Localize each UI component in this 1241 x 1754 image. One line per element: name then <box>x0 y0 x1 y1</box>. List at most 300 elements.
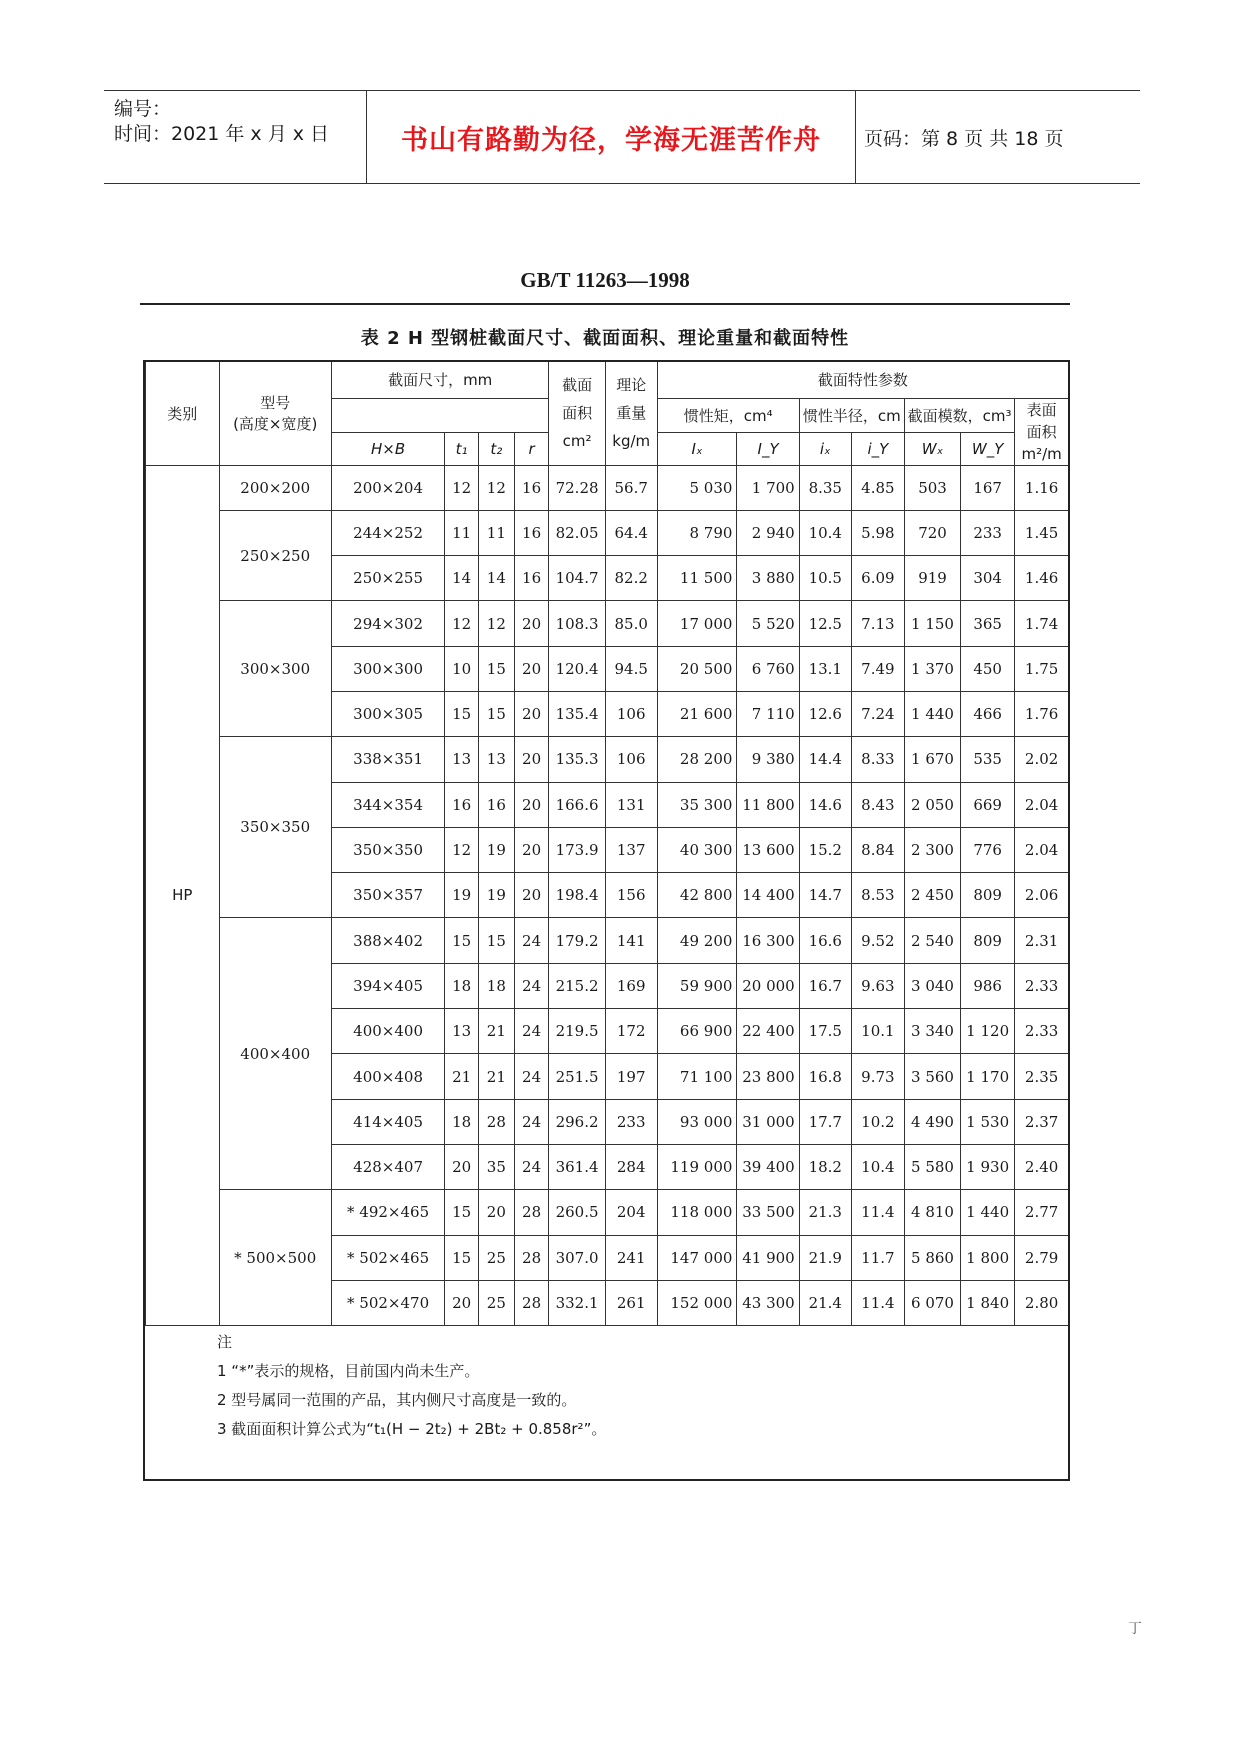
table-cell: 167 <box>961 465 1015 510</box>
table-cell: 11.4 <box>851 1190 904 1235</box>
page-label-cell <box>864 91 1140 183</box>
table-cell: * 492×465 <box>331 1190 444 1235</box>
table-cell: 809 <box>961 873 1015 918</box>
header-model <box>219 362 331 465</box>
table-cell: 20 <box>514 601 549 646</box>
table-cell: 137 <box>605 827 657 872</box>
table-cell: 17.5 <box>799 1009 851 1054</box>
category-cell: HP <box>146 465 220 1326</box>
header-category: 类别 <box>146 362 220 465</box>
table-cell: 23 800 <box>737 1054 799 1099</box>
table-cell: 21 <box>445 1054 479 1099</box>
table-cell: 156 <box>605 873 657 918</box>
header-meta <box>104 91 366 183</box>
table-cell: 24 <box>514 1144 549 1189</box>
table-cell: 8 790 <box>657 510 737 555</box>
model-cell: 200×200 <box>219 465 331 510</box>
table-cell: 11 800 <box>737 782 799 827</box>
note-item: 3 截面面积计算公式为“t₁(H − 2t₂) + 2Bt₂ + 0.858r²”。 <box>217 1420 607 1438</box>
table-cell: 104.7 <box>549 556 605 601</box>
table-cell: 28 <box>514 1280 549 1325</box>
table-cell: 5 520 <box>737 601 799 646</box>
table-cell: 350×357 <box>331 873 444 918</box>
header-radius: 惯性半径，cm <box>799 398 904 432</box>
table-cell: 135.4 <box>549 691 605 736</box>
table-cell: 14.7 <box>799 873 851 918</box>
table-cell: 131 <box>605 782 657 827</box>
table-cell: 19 <box>478 827 514 872</box>
table-cell: 9.63 <box>851 963 904 1008</box>
table-cell: 28 <box>514 1235 549 1280</box>
time-label: 时间：2021 年 x 月 x 日 <box>114 123 330 145</box>
table-cell: 1.46 <box>1015 556 1068 601</box>
table-cell: 1 150 <box>904 601 960 646</box>
table-cell: 388×402 <box>331 918 444 963</box>
header-model-sub: (高度×宽度) <box>233 415 318 434</box>
table-cell: 20 <box>478 1190 514 1235</box>
table-cell: 284 <box>605 1144 657 1189</box>
table-cell: 11.4 <box>851 1280 904 1325</box>
table-cell: 720 <box>904 510 960 555</box>
table-cell: 7 110 <box>737 691 799 736</box>
table-cell: 5 580 <box>904 1144 960 1189</box>
table-cell: 72.28 <box>549 465 605 510</box>
table-cell: 197 <box>605 1054 657 1099</box>
table-cell: 2 940 <box>737 510 799 555</box>
table-cell: 14 <box>478 556 514 601</box>
note-item: 1 “*”表示的规格，目前国内尚未生产。 <box>217 1362 480 1380</box>
table-cell: 28 <box>478 1099 514 1144</box>
table-cell: 233 <box>961 510 1015 555</box>
table-cell: 141 <box>605 918 657 963</box>
table-cell: 11.7 <box>851 1235 904 1280</box>
header-section-props: 截面特性参数 <box>657 362 1068 398</box>
table-cell: 66 900 <box>657 1009 737 1054</box>
header-ix: Iₓ <box>657 432 737 465</box>
table-cell: 18 <box>445 1099 479 1144</box>
model-cell: 300×300 <box>219 601 331 737</box>
motto-cell <box>366 91 856 183</box>
table-cell: 8.33 <box>851 737 904 782</box>
table-row <box>146 737 1069 782</box>
table-cell: 7.24 <box>851 691 904 736</box>
standard-code: GB/T 11263—1998 <box>520 268 690 292</box>
table-cell: 25 <box>478 1235 514 1280</box>
table-cell: 204 <box>605 1190 657 1235</box>
table-cell: 2.31 <box>1015 918 1068 963</box>
data-table <box>145 362 1068 1326</box>
table-cell: 1.16 <box>1015 465 1068 510</box>
table-cell: 9 380 <box>737 737 799 782</box>
model-cell: 250×250 <box>219 510 331 601</box>
table-cell: 215.2 <box>549 963 605 1008</box>
table-cell: 2.02 <box>1015 737 1068 782</box>
table-cell: 10.2 <box>851 1099 904 1144</box>
table-cell: 1 800 <box>961 1235 1015 1280</box>
notes-title: 注 <box>217 1333 233 1351</box>
table-cell: 2.06 <box>1015 873 1068 918</box>
table-cell: 21 <box>478 1054 514 1099</box>
table-cell: 18 <box>445 963 479 1008</box>
header-surface <box>1015 398 1068 465</box>
table-cell: 7.13 <box>851 601 904 646</box>
table-cell: 2.33 <box>1015 1009 1068 1054</box>
table-cell: 14 400 <box>737 873 799 918</box>
table-cell: 200×204 <box>331 465 444 510</box>
table-cell: 10.4 <box>799 510 851 555</box>
header-area-unit: cm² <box>562 432 592 451</box>
table-cell: 71 100 <box>657 1054 737 1099</box>
table-cell: 15 <box>478 691 514 736</box>
table-cell: 17 000 <box>657 601 737 646</box>
header-surface-line1: 表面 <box>1026 400 1057 419</box>
table-cell: 307.0 <box>549 1235 605 1280</box>
table-caption: 表 2 H 型钢桩截面尺寸、截面面积、理论重量和截面特性 <box>360 328 850 349</box>
header-area-line1: 截面 <box>562 376 593 395</box>
table-cell: 16 <box>514 510 549 555</box>
table-cell: 93 000 <box>657 1099 737 1144</box>
table-cell: 13 <box>445 1009 479 1054</box>
table-cell: 15 <box>445 1235 479 1280</box>
table-cell: 82.05 <box>549 510 605 555</box>
table-cell: 809 <box>961 918 1015 963</box>
table-cell: 42 800 <box>657 873 737 918</box>
table-cell: 300×300 <box>331 646 444 691</box>
table-cell: 12 <box>445 601 479 646</box>
table-cell: 49 200 <box>657 918 737 963</box>
table-cell: 13 <box>478 737 514 782</box>
table-cell: 24 <box>514 1099 549 1144</box>
table-cell: 16 300 <box>737 918 799 963</box>
document-header-band <box>104 90 1140 184</box>
table-cell: 106 <box>605 737 657 782</box>
table-cell: 172 <box>605 1009 657 1054</box>
table-cell: 8.84 <box>851 827 904 872</box>
standard-rule-divider <box>140 303 1070 305</box>
motto-text: 书山有路勤为径，学海无涯苦作舟 <box>401 124 821 156</box>
table-cell: 669 <box>961 782 1015 827</box>
header-ry: i_Y <box>851 432 904 465</box>
table-cell: 10 <box>445 646 479 691</box>
table-cell: 43 300 <box>737 1280 799 1325</box>
model-cell: 350×350 <box>219 737 331 918</box>
header-surface-line2: 面积 <box>1026 422 1057 441</box>
table-cell: 1.75 <box>1015 646 1068 691</box>
table-cell: 15 <box>445 918 479 963</box>
header-weight-line2: 重量 <box>616 404 647 423</box>
table-cell: 12 <box>478 465 514 510</box>
table-cell: 400×408 <box>331 1054 444 1099</box>
table-cell: 21.4 <box>799 1280 851 1325</box>
table-cell: 4.85 <box>851 465 904 510</box>
table-cell: 4 490 <box>904 1099 960 1144</box>
table-cell: 2 450 <box>904 873 960 918</box>
table-cell: 106 <box>605 691 657 736</box>
table-cell: 20 <box>514 827 549 872</box>
table-cell: 450 <box>961 646 1015 691</box>
table-cell: 13 600 <box>737 827 799 872</box>
table-cell: 2.35 <box>1015 1054 1068 1099</box>
table-cell: 466 <box>961 691 1015 736</box>
table-cell: 20 <box>514 873 549 918</box>
table-cell: 5 030 <box>657 465 737 510</box>
table-cell: 233 <box>605 1099 657 1144</box>
header-r: r <box>514 432 549 465</box>
table-cell: 1.45 <box>1015 510 1068 555</box>
table-cell: 2 540 <box>904 918 960 963</box>
table-cell: 11 <box>478 510 514 555</box>
table-cell: 2.37 <box>1015 1099 1068 1144</box>
table-cell: 28 200 <box>657 737 737 782</box>
table-cell: 17.7 <box>799 1099 851 1144</box>
table-cell: 294×302 <box>331 601 444 646</box>
header-modulus: 截面模数，cm³ <box>904 398 1014 432</box>
table-cell: 15.2 <box>799 827 851 872</box>
table-cell: 20 000 <box>737 963 799 1008</box>
table-cell: 535 <box>961 737 1015 782</box>
table-cell: 365 <box>961 601 1015 646</box>
header-wy: W_Y <box>961 432 1015 465</box>
table-cell: 244×252 <box>331 510 444 555</box>
table-cell: 428×407 <box>331 1144 444 1189</box>
header-surface-unit: m²/m <box>1021 444 1062 463</box>
table-cell: 21 600 <box>657 691 737 736</box>
section-properties-table <box>143 360 1070 1481</box>
table-cell: 13 <box>445 737 479 782</box>
table-cell: 14.6 <box>799 782 851 827</box>
table-cell: 1 930 <box>961 1144 1015 1189</box>
table-cell: 2.33 <box>1015 963 1068 1008</box>
table-cell: 10.1 <box>851 1009 904 1054</box>
table-cell: 135.3 <box>549 737 605 782</box>
table-cell: 10.4 <box>851 1144 904 1189</box>
table-cell: 2 050 <box>904 782 960 827</box>
table-cell: 152 000 <box>657 1280 737 1325</box>
table-cell: 3 560 <box>904 1054 960 1099</box>
table-cell: 18.2 <box>799 1144 851 1189</box>
header-weight-line1: 理论 <box>616 376 647 395</box>
table-cell: 338×351 <box>331 737 444 782</box>
table-cell: 12 <box>478 601 514 646</box>
header-weight <box>605 362 657 465</box>
table-cell: 3 340 <box>904 1009 960 1054</box>
table-cell: 16.6 <box>799 918 851 963</box>
table-cell: 11 500 <box>657 556 737 601</box>
table-cell: 20 <box>514 737 549 782</box>
table-cell: 8.43 <box>851 782 904 827</box>
table-cell: 344×354 <box>331 782 444 827</box>
table-cell: 2 300 <box>904 827 960 872</box>
header-t1: t₁ <box>445 432 479 465</box>
table-cell: 21 <box>478 1009 514 1054</box>
table-cell: 9.73 <box>851 1054 904 1099</box>
table-cell: 179.2 <box>549 918 605 963</box>
table-row <box>146 465 1069 510</box>
header-inertia: 惯性矩，cm⁴ <box>657 398 799 432</box>
table-cell: 1 440 <box>961 1190 1015 1235</box>
table-cell: 15 <box>478 918 514 963</box>
page-label: 页码：第 8 页 共 18 页 <box>864 127 1064 150</box>
table-cell: 147 000 <box>657 1235 737 1280</box>
table-cell: 1 370 <box>904 646 960 691</box>
table-cell: 219.5 <box>549 1009 605 1054</box>
table-cell: 1 120 <box>961 1009 1015 1054</box>
table-cell: 12 <box>445 827 479 872</box>
table-cell: 503 <box>904 465 960 510</box>
table-cell: * 502×470 <box>331 1280 444 1325</box>
table-cell: 1 840 <box>961 1280 1015 1325</box>
table-cell: 20 500 <box>657 646 737 691</box>
table-cell: 6.09 <box>851 556 904 601</box>
table-cell: 7.49 <box>851 646 904 691</box>
table-cell: 14 <box>445 556 479 601</box>
table-cell: 1.74 <box>1015 601 1068 646</box>
table-cell: 25 <box>478 1280 514 1325</box>
table-row <box>146 1190 1069 1235</box>
table-cell: 919 <box>904 556 960 601</box>
model-cell: * 500×500 <box>219 1190 331 1326</box>
table-cell: 350×350 <box>331 827 444 872</box>
table-cell: 21.9 <box>799 1235 851 1280</box>
table-cell: 3 040 <box>904 963 960 1008</box>
table-cell: 11 <box>445 510 479 555</box>
table-cell: 35 <box>478 1144 514 1189</box>
table-cell: 18 <box>478 963 514 1008</box>
table-cell: 400×400 <box>331 1009 444 1054</box>
header-area-line2: 面积 <box>562 404 593 423</box>
table-cell: 119 000 <box>657 1144 737 1189</box>
table-cell: 12.5 <box>799 601 851 646</box>
table-cell: 33 500 <box>737 1190 799 1235</box>
table-cell: 5.98 <box>851 510 904 555</box>
table-cell: 16 <box>478 782 514 827</box>
header-section-dims: 截面尺寸，mm <box>331 362 549 398</box>
table-row <box>146 510 1069 555</box>
table-cell: 1 530 <box>961 1099 1015 1144</box>
table-cell: 5 860 <box>904 1235 960 1280</box>
table-cell: 20 <box>514 691 549 736</box>
table-cell: 1 700 <box>737 465 799 510</box>
table-cell: 2.04 <box>1015 782 1068 827</box>
table-cell: 986 <box>961 963 1015 1008</box>
table-cell: 241 <box>605 1235 657 1280</box>
table-cell: 8.35 <box>799 465 851 510</box>
table-cell: 39 400 <box>737 1144 799 1189</box>
table-cell: 2.40 <box>1015 1144 1068 1189</box>
table-row <box>146 918 1069 963</box>
table-cell: 16 <box>514 465 549 510</box>
table-cell: 21.3 <box>799 1190 851 1235</box>
table-cell: 24 <box>514 918 549 963</box>
table-cell: 9.52 <box>851 918 904 963</box>
table-cell: 35 300 <box>657 782 737 827</box>
table-cell: 6 760 <box>737 646 799 691</box>
table-cell: 261 <box>605 1280 657 1325</box>
table-cell: 13.1 <box>799 646 851 691</box>
table-cell: 1 440 <box>904 691 960 736</box>
table-cell: 250×255 <box>331 556 444 601</box>
header-rx: iₓ <box>799 432 851 465</box>
table-cell: 10.5 <box>799 556 851 601</box>
header-area <box>549 362 605 465</box>
table-cell: 2.79 <box>1015 1235 1068 1280</box>
table-cell: 776 <box>961 827 1015 872</box>
table-cell: 166.6 <box>549 782 605 827</box>
table-cell: 108.3 <box>549 601 605 646</box>
table-cell: 19 <box>478 873 514 918</box>
table-cell: 2.80 <box>1015 1280 1068 1325</box>
header-t2: t₂ <box>478 432 514 465</box>
note-item: 2 型号属同一范围的产品，其内侧尺寸高度是一致的。 <box>217 1391 577 1409</box>
table-cell: 260.5 <box>549 1190 605 1235</box>
table-cell: 31 000 <box>737 1099 799 1144</box>
table-cell: 12 <box>445 465 479 510</box>
table-cell: 173.9 <box>549 827 605 872</box>
table-cell: 20 <box>445 1280 479 1325</box>
table-cell: 2.04 <box>1015 827 1068 872</box>
table-cell: 15 <box>445 1190 479 1235</box>
table-cell: 12.6 <box>799 691 851 736</box>
table-cell: 64.4 <box>605 510 657 555</box>
table-cell: 56.7 <box>605 465 657 510</box>
table-cell: 40 300 <box>657 827 737 872</box>
table-cell: 1 170 <box>961 1054 1015 1099</box>
header-model-title: 型号 <box>260 394 291 413</box>
table-cell: 24 <box>514 1009 549 1054</box>
table-cell: 15 <box>445 691 479 736</box>
table-cell: 16 <box>445 782 479 827</box>
table-row <box>146 601 1069 646</box>
table-cell: 3 880 <box>737 556 799 601</box>
table-cell: 296.2 <box>549 1099 605 1144</box>
table-cell: 15 <box>478 646 514 691</box>
table-cell: 41 900 <box>737 1235 799 1280</box>
table-body <box>146 465 1069 1326</box>
table-cell: 118 000 <box>657 1190 737 1235</box>
table-cell: 85.0 <box>605 601 657 646</box>
table-cell: 14.4 <box>799 737 851 782</box>
table-cell: 28 <box>514 1190 549 1235</box>
table-cell: 19 <box>445 873 479 918</box>
number-label: 编号： <box>114 98 172 120</box>
table-cell: 1.76 <box>1015 691 1068 736</box>
table-cell: 24 <box>514 1054 549 1099</box>
table-cell: 82.2 <box>605 556 657 601</box>
corner-mark: 丁 <box>1128 1621 1142 1637</box>
table-cell: 198.4 <box>549 873 605 918</box>
table-cell: 16 <box>514 556 549 601</box>
header-iy: I_Y <box>737 432 799 465</box>
header-weight-unit: kg/m <box>612 432 651 451</box>
table-cell: 300×305 <box>331 691 444 736</box>
table-cell: 2.77 <box>1015 1190 1068 1235</box>
table-cell: 4 810 <box>904 1190 960 1235</box>
model-cell: 400×400 <box>219 918 331 1190</box>
table-cell: 94.5 <box>605 646 657 691</box>
table-cell: 332.1 <box>549 1280 605 1325</box>
table-cell: 304 <box>961 556 1015 601</box>
table-cell: * 502×465 <box>331 1235 444 1280</box>
table-cell: 16.7 <box>799 963 851 1008</box>
header-wx: Wₓ <box>904 432 960 465</box>
table-cell: 20 <box>514 782 549 827</box>
table-cell: 1 670 <box>904 737 960 782</box>
table-cell: 59 900 <box>657 963 737 1008</box>
table-cell: 24 <box>514 963 549 1008</box>
table-cell: 251.5 <box>549 1054 605 1099</box>
table-cell: 414×405 <box>331 1099 444 1144</box>
table-cell: 20 <box>445 1144 479 1189</box>
